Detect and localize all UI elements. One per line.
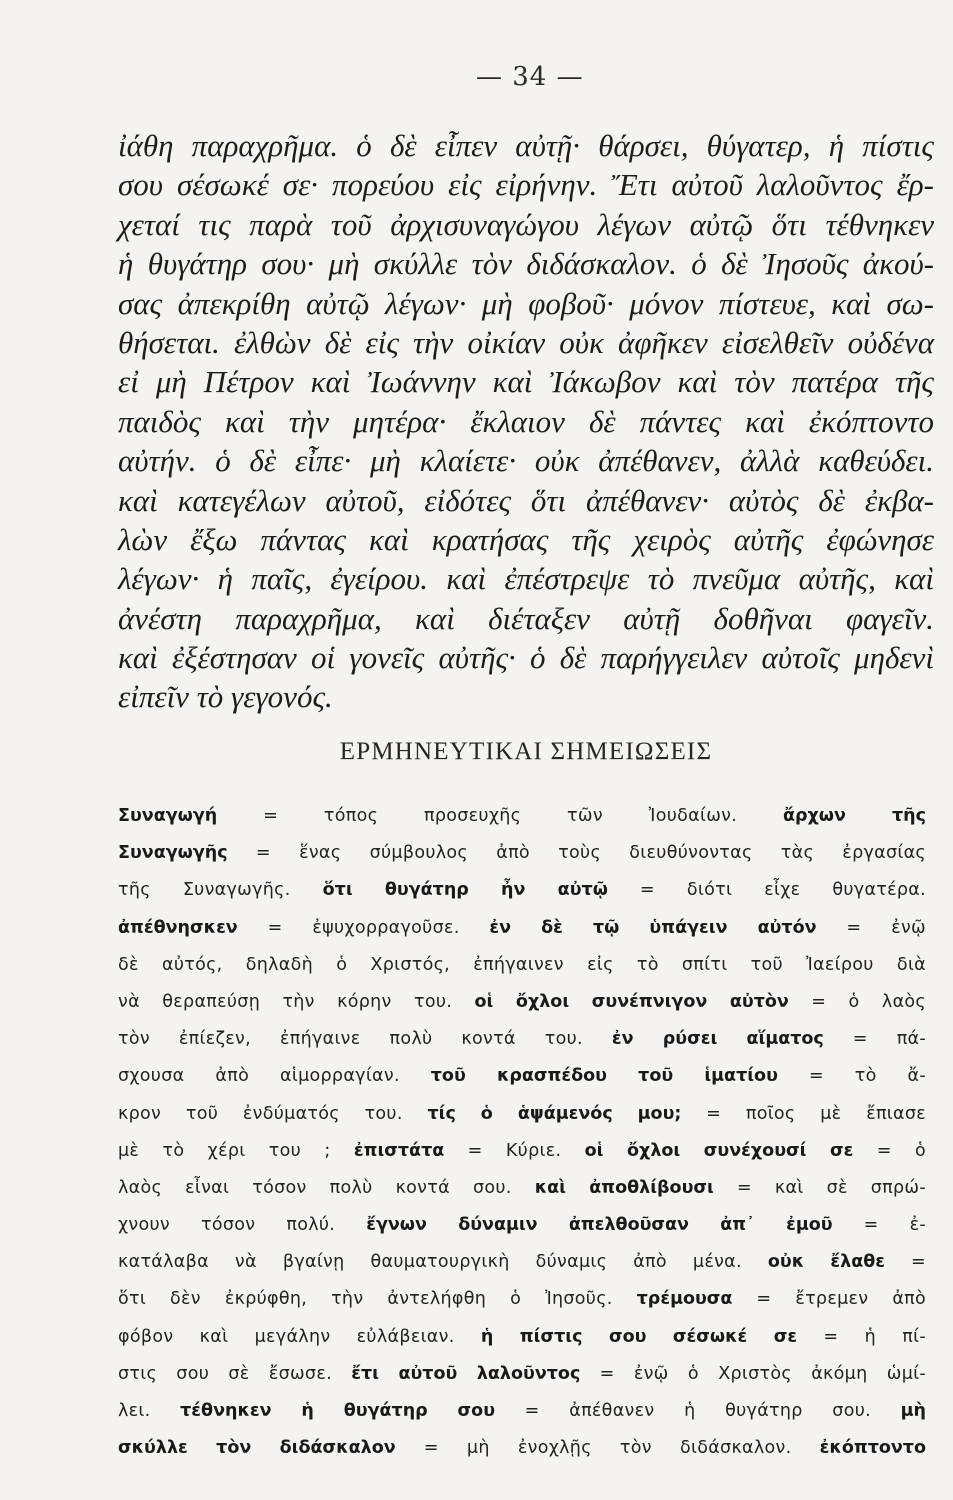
note-explanation: = ποῖος μὲ ἔπιασε [681,1103,926,1124]
note-explanation: = πά- [823,1029,926,1050]
note-explanation: = ἐψυχορραγοῦσε. [237,917,490,938]
note-explanation: = ἐνῷ ὁ Χριστὸς ἀκόμη ὡμί- [580,1363,926,1384]
note-explanation: δὲ αὐτός, δηλαδὴ ὁ Χριστός, ἐπήγαινεν εἰς τὸ σπίτι τοῦ Ἰαείρου διὰ [118,954,926,975]
note-explanation: στις σου σὲ ἔσωσε. [118,1363,352,1384]
note-term: ἀπέθνησκεν [118,917,238,938]
main-text-line: ἡ θυγάτηρ σου· μὴ σκύλλε τὸν διδάσκαλον. ὁ δὲ Ἰησοῦς ἀκού- [118,246,934,282]
note-term: ἔγνων δύναμιν ἀπελθοῦσαν ἀπ᾿ ἐμοῦ [366,1215,833,1236]
note-explanation: = διότι εἶχε θυγατέρα. [607,880,926,901]
page-number: — 34 — [476,62,584,92]
note-explanation: τὸν ἐπίεζεν, ἐπήγαινε πολὺ κοντά του. [118,1029,612,1050]
note-explanation: = ἀπέθανεν ἡ θυγάτηρ σου. [495,1401,901,1421]
main-text-line: χεταί τις παρὰ τοῦ ἀρχισυναγώγου λέγων αὐτῷ ὅτι τέθνηκεν [118,206,934,242]
note-explanation: κρον τοῦ ἐνδύματός του. [118,1103,428,1124]
note-line [118,798,926,835]
note-term: ἐκόπτοντο [819,1438,926,1459]
note-term: τοῦ κρασπέδου τοῦ ἱματίου [430,1066,778,1087]
note-explanation: = ἔτρεμεν ἀπὸ [732,1289,926,1310]
note-term: ἐν δὲ τῷ ὑπάγειν αὐτόν [489,917,817,938]
main-text-line: λέγων· ἡ παῖς, ἐγείρου. καὶ ἐπέστρεψε τὸ πνεῦμα αὐτῆς, καὶ [118,561,934,597]
note-explanation: = [885,1252,926,1273]
main-text-line: εἰ μὴ Πέτρον καὶ Ἰωάννην καὶ Ἰάκωβον καὶ τὸν πατέρα τῆς [118,364,934,400]
note-explanation: = ἐνῷ [816,917,926,938]
note-line [118,1096,926,1133]
note-line [118,984,926,1021]
note-line [118,1133,926,1170]
main-text-line: ἰάθη παραχρῆμα. ὁ δὲ εἶπεν αὐτῇ· θάρσει, θύγατερ, ἡ πίστις [118,128,934,163]
note-line [118,910,926,947]
main-text-line: ἀνέστη παραχρῆμα, καὶ διέταξεν αὐτῇ δοθῆναι φαγεῖν. [118,600,934,636]
note-term: καὶ ἀποθλίβουσι [534,1177,714,1198]
note-term: ἡ πίστις σου σέσωκέ σε [480,1326,798,1347]
note-term: Συναγωγῆς [118,843,228,864]
note-explanation: νὰ θεραπεύσῃ τὴν κόρην του. [118,991,475,1012]
note-explanation: τῆς Συναγωγῆς. [118,880,323,901]
note-term: ἐπιστάτα [353,1140,445,1161]
note-term: τρέμουσα [636,1289,733,1310]
note-term: οἱ ὄχλοι συνέχουσί σε [584,1140,854,1161]
note-term: τέθνηκεν ἡ θυγάτηρ σου [180,1401,496,1421]
note-line [118,1281,926,1318]
note-explanation: μὲ τὸ χέρι του ; [118,1140,354,1161]
note-explanation: χνουν τόσον πολύ. [118,1215,367,1236]
note-term: ἄρχων τῆς [782,806,927,826]
main-text-line: αὐτήν. ὁ δὲ εἶπε· μὴ κλαίετε· οὐκ ἀπέθανεν, ἀλλὰ καθεύδει. [118,443,934,479]
notes-heading: ΕΡΜΗΝΕΥΤΙΚΑΙ ΣΗΜΕΙΩΣΕΙΣ [339,738,713,765]
note-term: μὴ [900,1401,926,1421]
note-term: οὐκ ἔλαθε [767,1252,886,1273]
note-explanation: λει. [118,1401,181,1421]
note-line [118,1244,926,1281]
main-text-line: σας ἀπεκρίθη αὐτῷ λέγων· μὴ φοβοῦ· μόνον πίστευε, καὶ σω- [118,285,934,321]
main-text-line: καὶ κατεγέλων αὐτοῦ, εἰδότες ὅτι ἀπέθανεν· αὐτὸς δὲ ἐκβα- [118,482,934,518]
main-text [118,126,934,717]
main-text-line: εἰπεῖν τὸ γεγονός. [118,679,333,715]
note-term: ὅτι θυγάτηρ ἦν αὐτῷ [322,880,608,901]
note-explanation: = τόπος προσευχῆς τῶν Ἰουδαίων. [217,806,783,826]
explanatory-notes [118,798,926,1467]
note-explanation: = ἕνας σύμβουλος ἀπὸ τοὺς διευθύνοντας τὰς ἐργασίας [227,843,926,864]
note-line [118,835,926,872]
note-line [118,1170,926,1207]
main-text-line: καὶ ἐξέστησαν οἱ γονεῖς αὐτῆς· ὁ δὲ παρήγγειλεν αὐτοῖς μηδενὶ [118,640,934,676]
note-line [118,872,926,909]
note-term: ἔτι αὐτοῦ λαλοῦντος [351,1363,581,1384]
note-term: ἐν ρύσει αἵματος [611,1029,824,1050]
note-line [118,1356,926,1393]
note-line [118,1207,926,1244]
note-explanation: κατάλαβα νὰ βγαίνῃ θαυματουργικὴ δύναμις ἀπὸ μένα. [118,1252,768,1273]
main-text-line: θήσεται. ἐλθὼν δὲ εἰς τὴν οἰκίαν οὐκ ἀφῆκεν εἰσελθεῖν οὐδένα [118,324,934,360]
note-explanation: φόβον καὶ μεγάλην εὐλάβειαν. [118,1326,481,1347]
note-term: τίς ὁ ἁψάμενός μου; [427,1103,682,1124]
note-line [118,1393,926,1430]
note-line [118,1021,926,1058]
note-line [118,947,926,984]
main-text-line: λὼν ἔξω πάντας καὶ κρατήσας τῆς χειρὸς αὐτῆς ἐφώνησε [118,521,934,557]
note-term: οἱ ὄχλοι συνέπνιγον αὐτὸν [474,991,789,1012]
note-explanation: λαὸς εἶναι τόσον πολὺ κοντά σου. [118,1177,535,1198]
note-explanation: = ὁ λαὸς [788,991,926,1012]
note-term: σκύλλε τὸν διδάσκαλον [118,1438,396,1459]
note-explanation: = ἡ πί- [797,1326,926,1347]
note-explanation: = Κύριε. [444,1140,585,1161]
note-explanation: = ὁ [853,1140,926,1161]
note-explanation: = τὸ ἄ- [777,1066,926,1087]
note-explanation: σχουσα ἀπὸ αἱμορραγίαν. [118,1066,431,1087]
note-line [118,1430,926,1467]
note-line [118,1058,926,1095]
main-text-line: σου σέσωκέ σε· πορεύου εἰς εἰρήνην. Ἔτι αὐτοῦ λαλοῦντος ἔρ- [118,167,934,203]
note-term: Συναγωγή [118,806,218,826]
note-explanation: ὅτι δὲν ἐκρύφθη, τὴν ἀντελήφθη ὁ Ἰησοῦς. [118,1289,637,1310]
note-explanation: = καὶ σὲ σπρώ- [713,1177,926,1198]
main-text-line: παιδὸς καὶ τὴν μητέρα· ἔκλαιον δὲ πάντες καὶ ἐκόπτοντο [118,403,934,439]
note-line [118,1319,926,1356]
note-explanation: = μὴ ἐνοχλῇς τὸν διδάσκαλον. [395,1438,820,1459]
note-explanation: = ἐ- [832,1215,927,1236]
